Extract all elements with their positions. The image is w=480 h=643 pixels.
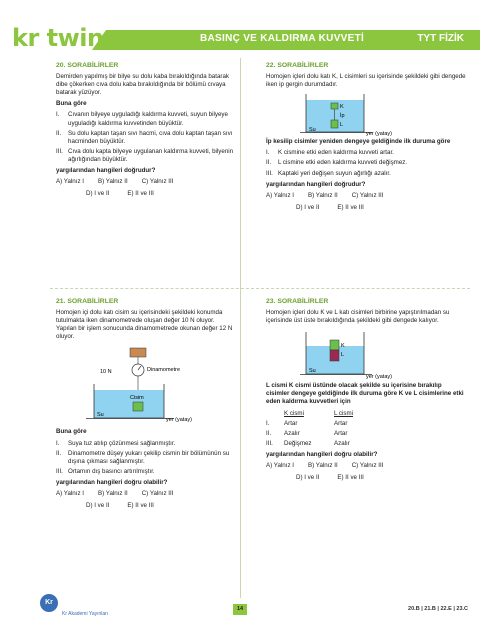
publisher-name: Kr Akademi Yayınları: [62, 611, 109, 617]
object-label: Cisim: [130, 395, 144, 402]
label-k: K: [340, 104, 344, 111]
option-b[interactable]: B) Yalnız II: [307, 191, 338, 199]
table-header-cell: [266, 410, 284, 418]
question-prompt: yargılarından hangileri doğrudur?: [56, 167, 156, 175]
question-lead: Buna göre: [56, 100, 87, 108]
question-20: [56, 62, 234, 198]
block-k: [331, 103, 338, 109]
question-text: Demirden yapılmış bir bilye su dolu kaba bırakıldığında batarak dibe çökerken cıva dolu kaba bırakıldığında bir bölümü cıvaya batarak yüzüyor.: [56, 73, 229, 97]
statement-item: II. L cismine etki eden kaldırma kuvveti değişmez.: [266, 159, 408, 167]
options-row-2: [266, 474, 466, 482]
option-b[interactable]: B) Yalnız II: [307, 462, 338, 470]
table-header-cell: K cismi: [284, 409, 304, 417]
option-e[interactable]: E) II ve III: [337, 203, 364, 211]
options-row-2: [56, 502, 234, 510]
label-water: Su: [97, 412, 104, 419]
table-cell: Azalır: [334, 439, 350, 447]
label-ground: yer (yatay): [166, 417, 192, 424]
support-block: [130, 348, 146, 357]
option-d[interactable]: D) I ve II: [86, 190, 110, 198]
options-row-2: [56, 190, 234, 198]
statement-item: III. Ortamın dış basıncı artırılmıştır.: [56, 467, 155, 475]
statement-list: [56, 111, 234, 164]
page-number: 14: [233, 604, 247, 615]
option-c[interactable]: C) Yalnız III: [141, 178, 174, 186]
block-l: [331, 120, 338, 128]
column-divider: [240, 58, 241, 598]
question-22: [266, 62, 466, 212]
statement-item: I. K cismine etki eden kaldırma kuvveti artar.: [266, 149, 394, 157]
question-text: Homojen içleri dolu katı K, L cisimleri su içerisinde şekildeki gibi dengede iken ip gergin durumdadır.: [266, 73, 466, 89]
table-cell: Artar: [334, 419, 348, 427]
question-prompt: yargılarından hangileri doğrudur?: [266, 180, 366, 188]
question-text: Homojen içi dolu katı cisim su içerisindeki şekildeki konumda tutulmakta iken dinamometrede oluşan değer 10 N oluyor. Yapılan bir işlem sonucunda dinamometrede okunan değer 12 N oluyor.: [56, 309, 233, 341]
option-a[interactable]: A) Yalnız I: [56, 490, 84, 498]
option-a[interactable]: A) Yalnız I: [266, 191, 294, 199]
table-cell: II.: [266, 429, 272, 437]
option-b[interactable]: B) Yalnız II: [97, 490, 128, 498]
container-figure: [266, 92, 466, 138]
statement-item: III. Cıva dolu kapta bilyeye uygulanan kaldırma kuvveti, bilyenin ağırlığından büyüktür.: [56, 147, 234, 163]
statement-list: [56, 440, 234, 476]
option-c[interactable]: C) Yalnız III: [351, 462, 384, 470]
option-d[interactable]: D) I ve II: [296, 474, 320, 482]
table-cell: Artar: [334, 429, 348, 437]
page-header: [0, 0, 480, 52]
reading-label: 10 N: [100, 369, 112, 376]
option-c[interactable]: C) Yalnız III: [351, 191, 384, 199]
figure-container: [266, 328, 466, 382]
option-a[interactable]: A) Yalnız I: [266, 462, 294, 470]
option-d[interactable]: D) I ve II: [296, 203, 320, 211]
option-a[interactable]: A) Yalnız I: [56, 178, 84, 186]
question-23: [266, 298, 466, 482]
object-block: [133, 402, 143, 411]
table-cell: I.: [266, 419, 270, 427]
question-text: Homojen içleri dolu K ve L katı cisimleri birbirine yapıştırılmadan su içerisinde üst üste bırakıldığında şekildeki gibi dengede kalıyor.: [266, 309, 450, 325]
table-cell: Değişmez: [284, 439, 312, 447]
water: [94, 390, 164, 418]
options-row-1: [266, 462, 466, 470]
block-l: [330, 350, 339, 361]
answer-key: 20.B | 21.B | 22.E | 23.C: [408, 606, 468, 612]
options-row-2: [266, 204, 466, 212]
options-row-1: [56, 490, 234, 498]
options-row-1: [266, 192, 466, 200]
brand-logo: kr twins: [12, 24, 118, 52]
table-header-cell: L cismi: [334, 409, 354, 417]
question-lead: L cismi K cismi üstünde olacak şekilde su içerisine bırakılıp cisimler dengeye geldiğinde ilk duruma göre K ve L cisimlerine etki eden kaldırma kuvvetleri için: [266, 382, 464, 406]
publisher-logo: Kr: [40, 594, 58, 612]
statement-item: III. Kaptaki yeri değişen suyun ağırlığı azalır.: [266, 169, 391, 177]
question-prompt: yargılarından hangileri doğru olabilir?: [56, 478, 168, 486]
container-figure: [266, 328, 466, 382]
question-prompt: yargılarından hangileri doğru olabilir?: [266, 450, 378, 458]
option-e[interactable]: E) II ve III: [337, 474, 364, 482]
statement-item: II. Su dolu kaptan taşan sıvı hacmi, cıva dolu kaptan taşan sıvı hacminden büyüktür.: [56, 129, 233, 145]
label-ground: yer (yatay): [366, 131, 392, 138]
chapter-title: BASINÇ VE KALDIRMA KUVVETİ: [200, 33, 365, 44]
label-l: L: [340, 122, 344, 129]
table-cell: Artar: [284, 419, 298, 427]
option-d[interactable]: D) I ve II: [86, 502, 110, 510]
dynamometer-figure: [56, 344, 234, 428]
table-cell: III.: [266, 439, 273, 447]
label-ground: yer (yatay): [366, 374, 392, 381]
comparison-table: [266, 410, 466, 448]
option-e[interactable]: E) II ve III: [127, 502, 154, 510]
row-divider: [50, 288, 470, 289]
options-row-1: [56, 178, 234, 186]
label-k: K: [341, 343, 345, 350]
question-lead: Buna göre: [56, 428, 87, 436]
question-title: 22. SORABİLİRLER: [266, 62, 329, 69]
label-water: Su: [309, 368, 316, 375]
label-ip: İp: [340, 113, 345, 120]
label-water: Su: [309, 127, 316, 134]
dynamometer-label: Dinamometre: [147, 367, 181, 374]
question-title: 20. SORABİLİRLER: [56, 62, 119, 69]
table-cell: Azalır: [284, 429, 300, 437]
block-k: [330, 340, 339, 350]
statement-item: I. Suya tuz atılıp çözünmesi sağlanmıştır.: [56, 439, 176, 447]
statement-item: II. Dinamometre düşey yukarı çekilip cismin bir bölümünün su dışına çıkması sağlanmıştır.: [56, 449, 230, 465]
label-l: L: [341, 352, 345, 359]
option-c[interactable]: C) Yalnız III: [141, 490, 174, 498]
question-lead: İp kesilip cisimler yeniden dengeye geldiğinde ilk duruma göre: [266, 138, 451, 146]
figure-container: [266, 92, 466, 138]
question-title: 23. SORABİLİRLER: [266, 298, 329, 305]
statement-item: I. Cıvanın bilyeye uyguladığı kaldırma kuvveti, suyun bilyeye uyguladığı kaldırma kuvvetinden büyüktür.: [56, 111, 228, 127]
option-b[interactable]: B) Yalnız II: [97, 178, 128, 186]
option-e[interactable]: E) II ve III: [127, 190, 154, 198]
figure-container: [56, 344, 234, 428]
statement-list: [266, 149, 466, 177]
question-title: 21. SORABİLİRLER: [56, 298, 119, 305]
subject-title: TYT FİZİK: [417, 33, 464, 44]
question-21: [56, 298, 234, 510]
